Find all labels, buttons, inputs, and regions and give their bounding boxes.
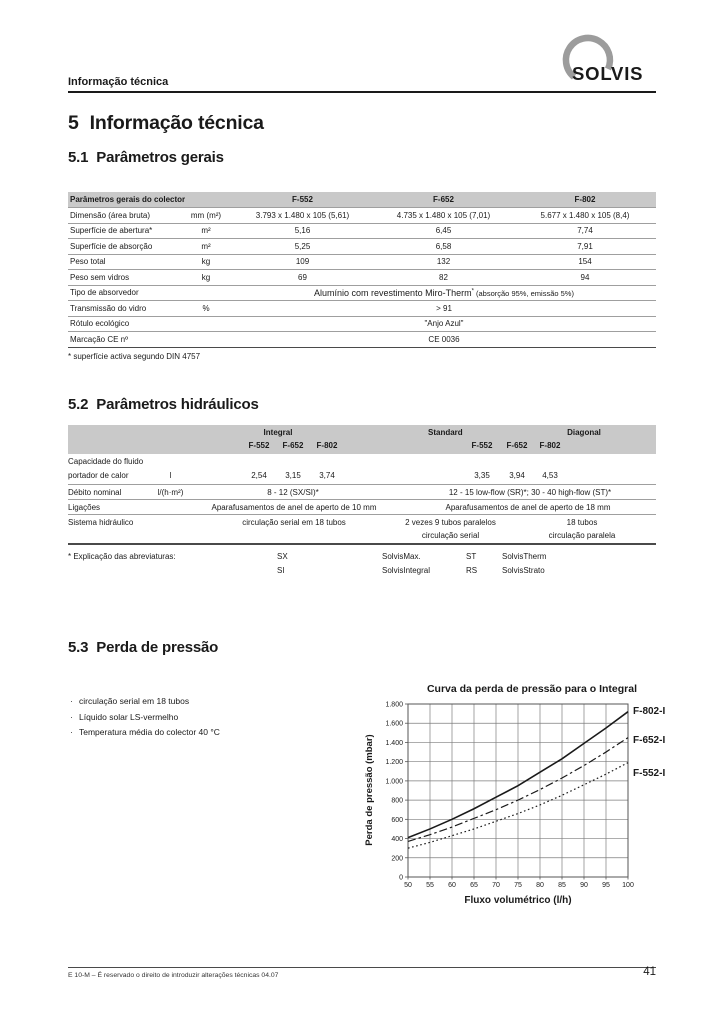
svg-text:1.000: 1.000: [385, 778, 403, 786]
bullet-icon: ·: [70, 711, 73, 722]
section-5-1-heading: [68, 149, 224, 166]
svg-text:1.400: 1.400: [385, 739, 403, 747]
cell-value: 4,53: [542, 470, 558, 480]
section-number: 5.3: [68, 639, 89, 656]
cell-value: circulação paralela: [548, 531, 616, 540]
abbr-key: SX: [277, 552, 288, 561]
cell-value: "Anjo Azul": [424, 319, 464, 329]
section-5-2-heading: [68, 396, 259, 413]
cell-value: 109: [295, 257, 310, 267]
list-item: [70, 712, 220, 722]
solvis-logo: [556, 28, 662, 91]
table-row: [68, 301, 656, 317]
subcol-f802: F-802: [539, 440, 561, 450]
section-number: 5.2: [68, 396, 89, 413]
cell-value: 3,94: [509, 470, 525, 480]
page-kicker: Informação técnica: [68, 76, 169, 88]
table-row: [68, 317, 656, 333]
legend-f802: F-802-I: [633, 706, 666, 717]
svg-text:90: 90: [580, 882, 588, 889]
svg-text:95: 95: [602, 882, 610, 889]
col-f802: F-802: [574, 195, 596, 204]
cell-value: 132: [436, 257, 451, 267]
abbr-key: ST: [466, 552, 477, 561]
cell-value: 6,45: [435, 226, 452, 236]
cell-value: 7,74: [577, 226, 593, 236]
hydraulic-parameters-table: [68, 425, 656, 545]
table-row: [68, 208, 656, 224]
section-title: Parâmetros hidráulicos: [96, 396, 259, 413]
abbr-key: RS: [466, 566, 478, 575]
cell-value: 3,35: [474, 470, 490, 480]
cell-value: circulação serial em 18 tubos: [242, 518, 346, 527]
cell-value: 3.793 x 1.480 x 105 (5,61): [255, 210, 350, 220]
subcol-f552: F-552: [471, 440, 493, 450]
cell-value: 18 tubos: [566, 518, 598, 527]
cell-value: 154: [578, 257, 592, 267]
row-label: Marcação CE nº: [70, 334, 129, 344]
abbr-value: SolvisStrato: [502, 566, 545, 575]
subcol-f652: F-652: [282, 440, 304, 450]
cell-value: 69: [298, 272, 307, 282]
row-label: Peso total: [70, 257, 106, 267]
list-item-text: Líquido solar LS-vermelho: [79, 711, 179, 722]
row-unit: m²: [201, 241, 211, 251]
cell-value: 3,15: [285, 470, 301, 480]
chapter-title: Informação técnica: [89, 112, 264, 134]
absorber-note: (absorção 95%, emissão 5%): [473, 288, 574, 298]
cell-value: 5.677 x 1.480 x 105 (8,4): [540, 210, 630, 220]
absorber-main: Alumínio com revestimento Miro-Therm: [314, 287, 472, 298]
bullet-icon: ·: [70, 727, 73, 737]
svg-text:1.200: 1.200: [385, 759, 403, 767]
row-unit: kg: [201, 257, 211, 267]
row-label: Sistema hidráulico: [68, 518, 134, 527]
group-integral: Integral: [263, 428, 293, 437]
section-title: Parâmetros gerais: [96, 149, 224, 166]
cell-value: 5,16: [294, 226, 311, 236]
row-label: Capacidade do fluido: [68, 457, 144, 466]
list-item: [70, 696, 220, 706]
chart-title: Curva da perda de pressão para o Integral: [426, 683, 638, 695]
abbreviation-intro: * Explicação das abreviaturas:: [68, 552, 176, 561]
footer-text: E 10-M – É reservado o direito de introduzir alterações técnicas 04.07: [68, 972, 279, 979]
cell-value: 82: [439, 272, 448, 282]
legend-f652: F-652-I: [633, 735, 666, 746]
row-label: Dimensão (área bruta): [70, 210, 151, 220]
bullet-icon: ·: [70, 696, 73, 706]
row-label: Débito nominal: [68, 488, 122, 497]
svg-text:50: 50: [404, 882, 412, 889]
chapter-heading: [68, 112, 264, 135]
cell-value: 94: [580, 272, 590, 282]
col-f552: F-552: [292, 195, 313, 204]
section-5-3-heading: [68, 639, 218, 656]
cell-value: > 91: [436, 303, 452, 313]
subcol-f552: F-552: [248, 440, 270, 450]
header-rule: [68, 91, 656, 93]
svg-text:55: 55: [426, 882, 434, 889]
x-axis-label: Fluxo volumétrico (l/h): [464, 895, 572, 906]
cell-value: circulação serial: [421, 531, 480, 540]
chart-grid: [385, 702, 633, 890]
row-unit: m²: [201, 226, 211, 236]
group-diagonal: Diagonal: [567, 428, 601, 437]
cell-value: 12 - 15 low-flow (SR)*; 30 - 40 high-flow (ST)*: [448, 488, 612, 497]
abbr-value: SolvisTherm: [502, 552, 547, 561]
cell-value: 8 - 12 (SX/SI)*: [267, 488, 319, 497]
logo-wordmark: SOLVIS: [572, 63, 644, 84]
row-label: Rótulo ecológico: [70, 319, 130, 329]
subcol-f802: F-802: [316, 440, 338, 450]
row-label: Tipo de absorvedor: [70, 288, 139, 298]
svg-text:600: 600: [391, 816, 403, 824]
row-divider: [68, 499, 656, 500]
cell-value: Aparafusamentos de anel de aperto de 10 mm: [211, 503, 377, 512]
row-label: Peso sem vidros: [70, 272, 130, 282]
row-unit: kg: [201, 272, 211, 282]
row-label: portador de calor: [68, 470, 129, 480]
svg-text:1.600: 1.600: [385, 720, 403, 728]
table-bottom-border: [68, 543, 656, 545]
row-label: Transmissão do vidro: [70, 303, 147, 313]
general-parameters-table: [68, 192, 656, 348]
cell-value: 3,74: [319, 470, 335, 480]
cell-value: 6,58: [435, 241, 452, 251]
svg-text:800: 800: [391, 797, 403, 805]
cell-value: CE 0036: [428, 334, 460, 344]
cell-value: 7,91: [577, 241, 593, 251]
row-unit: %: [202, 303, 210, 313]
table-row: [68, 332, 656, 348]
row-label: Superfície de absorção: [70, 241, 153, 251]
table-row: [68, 255, 656, 271]
row-divider: [68, 484, 656, 485]
svg-text:80: 80: [536, 882, 544, 889]
page-number: 41: [643, 966, 656, 978]
row-unit: l: [169, 470, 172, 480]
svg-text:75: 75: [514, 882, 522, 889]
svg-text:65: 65: [470, 882, 478, 889]
svg-text:1.800: 1.800: [385, 701, 403, 709]
group-standard: Standard: [428, 428, 463, 437]
col-f652: F-652: [433, 195, 454, 204]
pressure-loss-chart: [360, 676, 724, 916]
row-label: Ligações: [68, 503, 101, 512]
absorber-value: [232, 288, 656, 298]
row-divider: [68, 514, 656, 515]
pressure-conditions-list: [70, 696, 220, 743]
svg-text:200: 200: [391, 855, 403, 863]
table-row: [68, 270, 656, 286]
cell-value: 4.735 x 1.480 x 105 (7,01): [396, 210, 491, 220]
abbr-value: SolvisIntegral: [382, 566, 431, 575]
abbr-key: SI: [277, 566, 285, 575]
absorber-sup: *: [471, 288, 474, 295]
cell-value: 2,54: [251, 470, 267, 480]
cell-value: 2 vezes 9 tubos paralelos: [405, 518, 496, 527]
subcol-f652: F-652: [506, 440, 528, 450]
pressure-loss-chart-svg: [360, 676, 724, 916]
table-row: [68, 239, 656, 255]
cell-value: 5,25: [294, 241, 311, 251]
legend-f552: F-552-I: [633, 768, 666, 779]
svg-text:60: 60: [448, 882, 456, 889]
row-label: Superfície de abertura*: [70, 226, 153, 236]
svg-text:100: 100: [622, 882, 634, 889]
table-row: [68, 224, 656, 240]
list-item: [70, 727, 220, 737]
cell-value: Aparafusamentos de anel de aperto de 18 mm: [445, 503, 611, 512]
table-header-row: [68, 192, 656, 208]
footer-rule: [68, 967, 656, 968]
list-item-text: circulação serial em 18 tubos: [79, 696, 190, 706]
abbr-value: SolvisMax.: [382, 552, 421, 561]
y-axis-label: Perda de pressão (mbar): [364, 734, 375, 846]
row-unit: l/(h·m²): [157, 488, 184, 497]
solvis-logo-graphic: [556, 28, 662, 86]
svg-text:400: 400: [391, 836, 403, 844]
table-header-label: Parâmetros gerais do colector: [70, 195, 186, 204]
row-unit: mm (m²): [190, 210, 222, 220]
svg-text:85: 85: [558, 882, 566, 889]
svg-text:70: 70: [492, 882, 500, 889]
table-footnote: * superfície activa segundo DIN 4757: [68, 352, 201, 361]
table-row-absorber: [68, 286, 656, 302]
section-title: Perda de pressão: [96, 639, 219, 656]
svg-text:0: 0: [399, 874, 403, 882]
list-item-text: Temperatura média do colector 40 °C: [79, 727, 220, 737]
section-number: 5.1: [68, 149, 89, 166]
chapter-number: 5: [68, 112, 79, 134]
